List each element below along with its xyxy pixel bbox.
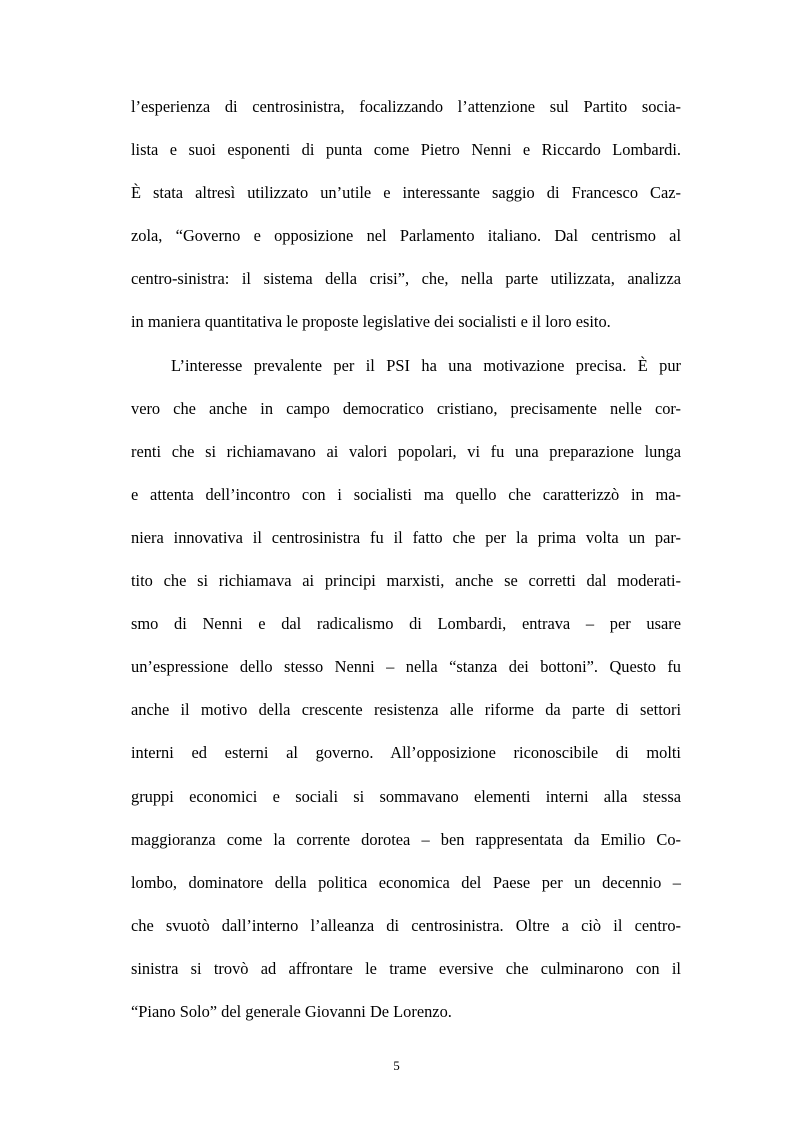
text-line: anche il motivo della crescente resistenza alle riforme da parte di settori [131,700,681,720]
text-line: smo di Nenni e dal radicalismo di Lombardi, entrava – per usare [131,614,681,634]
text-line: L’interesse prevalente per il PSI ha una motivazione precisa. È pur [171,355,681,375]
text-line: zola, “Governo e opposizione nel Parlamento italiano. Dal centrismo al [131,226,681,246]
text-line: tito che si richiamava ai principi marxisti, anche se corretti dal moderati- [131,571,681,591]
text-line: lista e suoi esponenti di punta come Pietro Nenni e Riccardo Lombardi. [131,140,681,160]
text-line: in maniera quantitativa le proposte legislative dei socialisti e il loro esito. [131,312,611,332]
text-line: maggioranza come la corrente dorotea – ben rappresentata da Emilio Co- [131,829,681,849]
text-line: un’espressione dello stesso Nenni – nella “stanza dei bottoni”. Questo fu [131,657,681,677]
text-line: che svuotò dall’interno l’alleanza di centrosinistra. Oltre a ciò il centro- [131,915,681,935]
text-line: È stata altresì utilizzato un’utile e interessante saggio di Francesco Caz- [131,183,681,203]
text-line: l’esperienza di centrosinistra, focalizzando l’attenzione sul Partito socia- [131,97,681,116]
text-line: interni ed esterni al governo. All’opposizione riconoscibile di molti [131,743,681,763]
text-line: niera innovativa il centrosinistra fu il fatto che per la prima volta un par- [131,527,681,547]
text-line: sinistra si trovò ad affrontare le trame eversive che culminarono con il [131,958,681,978]
text-line: vero che anche in campo democratico cristiano, precisamente nelle cor- [131,398,681,418]
text-line: “Piano Solo” del generale Giovanni De Lorenzo. [131,1001,452,1021]
text-line: gruppi economici e sociali si sommavano elementi interni alla stessa [131,786,681,806]
text-line: centro-sinistra: il sistema della crisi”, che, nella parte utilizzata, analizza [131,269,681,289]
paragraph-2 [131,344,681,1034]
paragraph-1 [131,85,681,344]
text-line: renti che si richiamavano ai valori popolari, vi fu una preparazione lunga [131,441,681,461]
body-text [131,85,681,1033]
page-number: 5 [393,1058,400,1073]
text-line: lombo, dominatore della politica economica del Paese per un decennio – [131,872,681,892]
text-line: e attenta dell’incontro con i socialisti ma quello che caratterizzò in ma- [131,484,681,504]
